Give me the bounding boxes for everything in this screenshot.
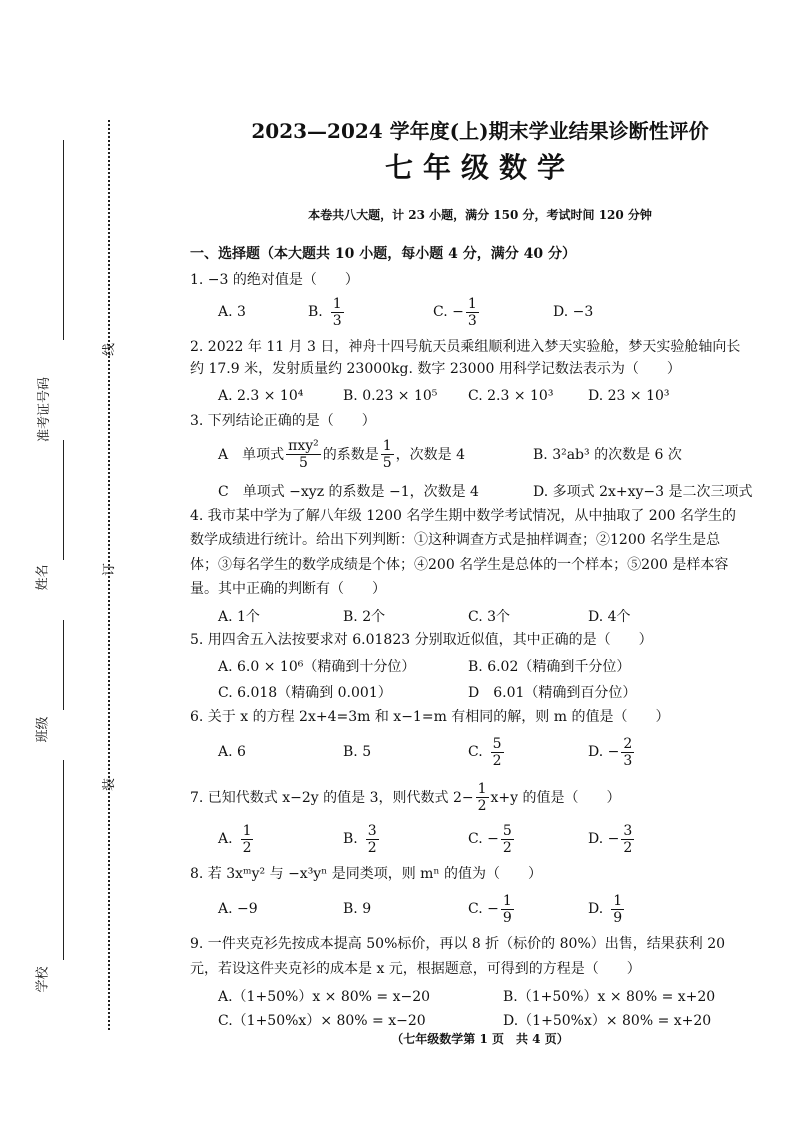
q4-option-d: D. 4个 [588, 609, 631, 625]
question-2-line-2: 约 17.9 米，发射质量约 23000kg. 数字 23000 用科学记数法表示为（ ） [190, 361, 681, 377]
q3-a-num: πxy² [288, 437, 319, 454]
q1-option-a: A. 3 [218, 304, 246, 320]
cut-mark-line: 线 [102, 342, 118, 357]
cut-mark-bind: 订 [102, 562, 118, 577]
q7-d-num: 3 [623, 822, 633, 839]
q8-option-b: B. 9 [343, 901, 372, 917]
q6-option-d [588, 737, 636, 768]
q1-option-c-label: C. − [433, 304, 464, 320]
q7-a-den: 2 [242, 839, 252, 856]
q7-c-den: 2 [502, 839, 512, 856]
exam-info: 本卷共八大题，计 23 小题，满分 150 分，考试时间 120 分钟 [308, 208, 652, 222]
q9-option-d: D.（1+50%x）× 80% = x+20 [503, 1013, 712, 1029]
q3-a-num2: 1 [382, 437, 392, 454]
question-8-stem: 8. 若 3xᵐy² 与 −x³yⁿ 是同类项，则 mⁿ 的值为（ ） [190, 866, 542, 882]
q2-option-b: B. 0.23 × 10⁵ [343, 388, 438, 404]
q5-option-a: A. 6.0 × 10⁶（精确到十分位） [218, 659, 416, 675]
q9-option-a: A.（1+50%）x × 80% = x−20 [218, 989, 431, 1005]
binding-margin [0, 0, 130, 1123]
question-1-options [218, 296, 778, 328]
school-underline [63, 760, 64, 960]
q8-option-c [468, 894, 588, 925]
q1-b-den: 3 [332, 312, 342, 329]
q9-option-b: B.（1+50%）x × 80% = x+20 [503, 989, 716, 1005]
q8-c-num: 1 [502, 892, 512, 909]
section-title: 一、选择题（本大题共 10 小题，每小题 4 分，满分 40 分） [190, 246, 576, 262]
exam-title: 2023—2024 学年度(上)期末学业结果诊断性评价 [251, 119, 709, 143]
q7-b-den: 2 [367, 839, 377, 856]
q6-d-num: 2 [623, 735, 633, 752]
q3-option-c: C 单项式 −xyz 的系数是 −1，次数是 4 [218, 484, 479, 500]
question-4-line-3: 体；③每名学生的数学成绩是个体；④200 名学生是总体的一个样本；⑤200 是样本容 [190, 557, 729, 573]
q7-option-d-label: D. − [588, 831, 620, 847]
question-3-stem: 3. 下列结论正确的是（ ） [190, 413, 376, 429]
q2-option-c: C. 2.3 × 10³ [468, 388, 554, 404]
q8-option-d [588, 894, 626, 925]
q8-option-a: A. −9 [218, 901, 258, 917]
q4-option-b: B. 2个 [343, 609, 386, 625]
subject-title: 七年级数学 [384, 151, 575, 184]
q3-option-d: D. 多项式 2x+xy−3 是二次三项式 [533, 484, 753, 500]
question-6-options [218, 735, 778, 769]
q7-stem-num: 1 [477, 781, 487, 797]
question-9-options-row-2 [218, 1009, 778, 1031]
q3-a-post: ，次数是 4 [395, 447, 466, 463]
q6-c-den: 2 [492, 752, 502, 769]
q7-option-b [343, 824, 468, 855]
question-6-stem: 6. 关于 x 的方程 2x+4=3m 和 x−1=m 有相同的解，则 m 的值是（ ） [190, 709, 670, 725]
q7-stem-post: x+y 的值是（ ） [490, 789, 621, 806]
q7-stem-pre: 7. 已知代数式 x−2y 的值是 3，则代数式 2− [190, 789, 474, 806]
question-5-stem: 5. 用四舍五入法按要求对 6.01823 分别取近似值，其中正确的是（ ） [190, 632, 653, 648]
question-9-line-2: 元，若设这件夹克衫的成本是 x 元，根据题意，可得到的方程是（ ） [190, 961, 641, 977]
id-underline [63, 140, 64, 340]
q2-option-d: D. 23 × 10³ [588, 388, 670, 404]
q5-option-c: C. 6.018（精确到 0.001） [218, 685, 392, 701]
q4-option-a: A. 1个 [218, 609, 260, 625]
q5-option-d: D 6.01（精确到百分位） [468, 685, 637, 701]
q7-option-c-label: C. − [468, 831, 499, 847]
q6-d-den: 3 [623, 752, 633, 769]
q8-option-c-label: C. − [468, 901, 499, 917]
q7-a-num: 1 [242, 822, 252, 839]
question-7-options [218, 822, 778, 856]
question-9-line-1: 9. 一件夹克衫先按成本提高 50%标价，再以 8 折（标价的 80%）出售，结果获利 20 [190, 936, 726, 952]
q1-option-d: D. −3 [553, 304, 594, 320]
question-3-options-row-1 [218, 436, 778, 472]
label-class: 班级 [35, 716, 51, 743]
q7-option-a [218, 824, 343, 855]
q3-a-den: 5 [298, 454, 308, 471]
q7-b-num: 3 [367, 822, 377, 839]
q4-option-c: C. 3个 [468, 609, 511, 625]
q7-option-d [588, 824, 636, 855]
q6-option-c-label: C. [468, 744, 483, 760]
class-underline [63, 620, 64, 710]
q6-option-c [468, 737, 588, 768]
q8-d-num: 1 [613, 892, 623, 909]
question-3-options-row-2 [218, 480, 778, 502]
q1-option-c [433, 297, 553, 328]
question-5-options-row-2 [218, 681, 778, 703]
question-9-options-row-1 [218, 985, 778, 1007]
question-7-stem [190, 782, 621, 813]
question-2-line-1: 2. 2022 年 11 月 3 日，神舟十四号航天员乘组顺利进入梦天实验舱，梦天实验舱轴向长 [190, 339, 741, 355]
q8-d-den: 9 [613, 909, 623, 926]
q3-a-mid: 的系数是 [322, 447, 379, 463]
question-4-options [218, 605, 778, 627]
question-4-line-1: 4. 我市某中学为了解八年级 1200 名学生期中数学考试情况，从中抽取了 200 名学生的 [190, 508, 736, 524]
q1-c-num: 1 [467, 295, 477, 312]
q5-option-b: B. 6.02（精确到千分位） [468, 659, 631, 675]
q8-c-den: 9 [502, 909, 512, 926]
q3-option-b: B. 3²ab³ 的次数是 6 次 [533, 447, 682, 463]
q6-option-a: A. 6 [218, 744, 246, 760]
q6-c-num: 5 [492, 735, 502, 752]
q1-c-den: 3 [467, 312, 477, 329]
q6-option-d-label: D. − [588, 744, 620, 760]
question-5-options-row-1 [218, 655, 778, 677]
question-4-line-2: 数学成绩进行统计。给出下列判断：①这种调查方式是抽样调查；②1200 名学生是总 [190, 532, 721, 548]
question-4-line-4: 量。其中正确的判断有（ ） [190, 581, 386, 597]
page-footer: （七年级数学第 1 页 共 4 页） [391, 1032, 569, 1046]
q3-a-den2: 5 [382, 454, 392, 471]
q2-option-a: A. 2.3 × 10⁴ [218, 388, 304, 404]
label-school: 学校 [35, 966, 51, 993]
q7-d-den: 2 [623, 839, 633, 856]
cut-mark-install: 装 [102, 777, 118, 792]
q1-b-num: 1 [332, 295, 342, 312]
name-underline [63, 440, 64, 560]
q1-option-b [308, 297, 433, 328]
label-name: 姓名 [35, 564, 51, 591]
q7-option-a-label: A. [218, 831, 233, 847]
q6-option-b: B. 5 [343, 744, 372, 760]
question-2-options [218, 385, 778, 407]
q7-option-b-label: B. [343, 831, 358, 847]
q7-option-c [468, 824, 588, 855]
q7-c-num: 5 [502, 822, 512, 839]
question-8-options [218, 892, 778, 926]
q7-stem-den: 2 [477, 798, 487, 814]
q3-a-pre: A 单项式 [218, 447, 285, 463]
question-1-stem: 1. −3 的绝对值是（ ） [190, 272, 359, 288]
q1-option-b-label: B. [308, 304, 323, 320]
q3-option-a [218, 439, 533, 470]
q9-option-c: C.（1+50%x）× 80% = x−20 [218, 1013, 426, 1029]
label-exam-id: 准考证号码 [37, 376, 53, 443]
q8-option-d-label: D. [588, 901, 604, 917]
